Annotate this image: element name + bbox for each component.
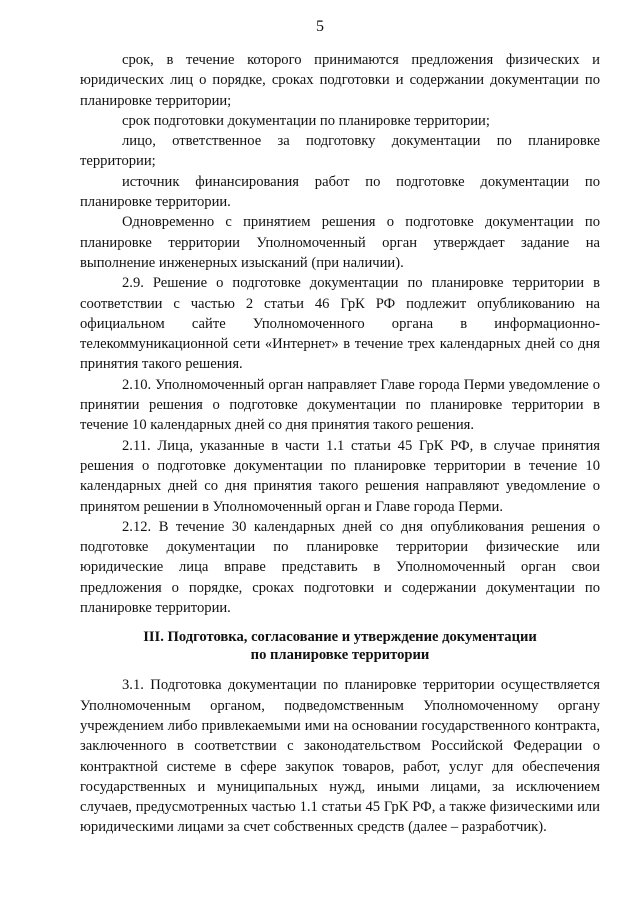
section-heading-line-2: по планировке территории [250, 647, 430, 664]
paragraph-2-9: 2.9. Решение о подготовке документации по планировке территории в соответствии с частью 2 статьи 46 ГрК РФ подлежит опубликованию на официальном сайте Уполномоченного органа в информационно-телекоммуникационной сети «Интернет» в течение трех календарных дней со дня принятия такого решения. [80, 275, 600, 373]
paragraph: источник финансирования работ по подготовке документации по планировке территории. [80, 173, 600, 211]
paragraph: срок, в течение которого принимаются предложения физических и юридических лиц о порядке, сроках подготовки и содержании документации по планировке территории; [80, 52, 600, 109]
paragraph-2-11: 2.11. Лица, указанные в части 1.1 статьи 45 ГрК РФ, в случае принятия решения о подготовке документации по планировке территории в течение 10 календарных дней со дня принятия такого решения направляют уведомление о принятом решении в Уполномоченный орган и Главе города Перми. [80, 437, 600, 515]
paragraph-2-12: 2.12. В течение 30 календарных дней со дня опубликования решения о подготовке документации по планировке территории физические или юридические лица вправе представить в Уполномоченный орган свои предложения о порядке, сроках подготовки и содержании документации по планировке территории. [80, 518, 600, 617]
paragraph: срок подготовки документации по планировке территории; [122, 112, 490, 129]
paragraph-3-1: 3.1. Подготовка документации по планировке территории осуществляется Уполномоченным органом, подведомственным Уполномоченному органу учреждением либо привлекаемыми ими на основании государственного контракта, заключенного в соответствии с законодательством Российской Федерации о контрактной системе в сфере закупок товаров, работ, услуг для обеспечения государственных и муниципальных нужд, иными лицами, за исключением случаев, предусмотренных частью 1.1 статьи 45 ГрК РФ, а также физическими или юридическими лицами за счет собственных средств (далее – разработчик). [80, 677, 600, 836]
section-heading-line-1: III. Подготовка, согласование и утверждение документации [143, 629, 537, 646]
page-number: 5 [316, 18, 324, 35]
paragraph-2-10: 2.10. Уполномоченный орган направляет Главе города Перми уведомление о принятии решения о подготовке документации по планировке территории в течение 10 календарных дней со дня принятия такого решения. [80, 376, 600, 434]
paragraph: лицо, ответственное за подготовку документации по планировке территории; [80, 133, 600, 170]
paragraph: Одновременно с принятием решения о подготовке документации по планировке территории Уполномоченный орган утверждает задание на выполнение инженерных изысканий (при наличии). [80, 214, 600, 271]
section-heading [80, 628, 600, 664]
document-body [80, 50, 600, 838]
